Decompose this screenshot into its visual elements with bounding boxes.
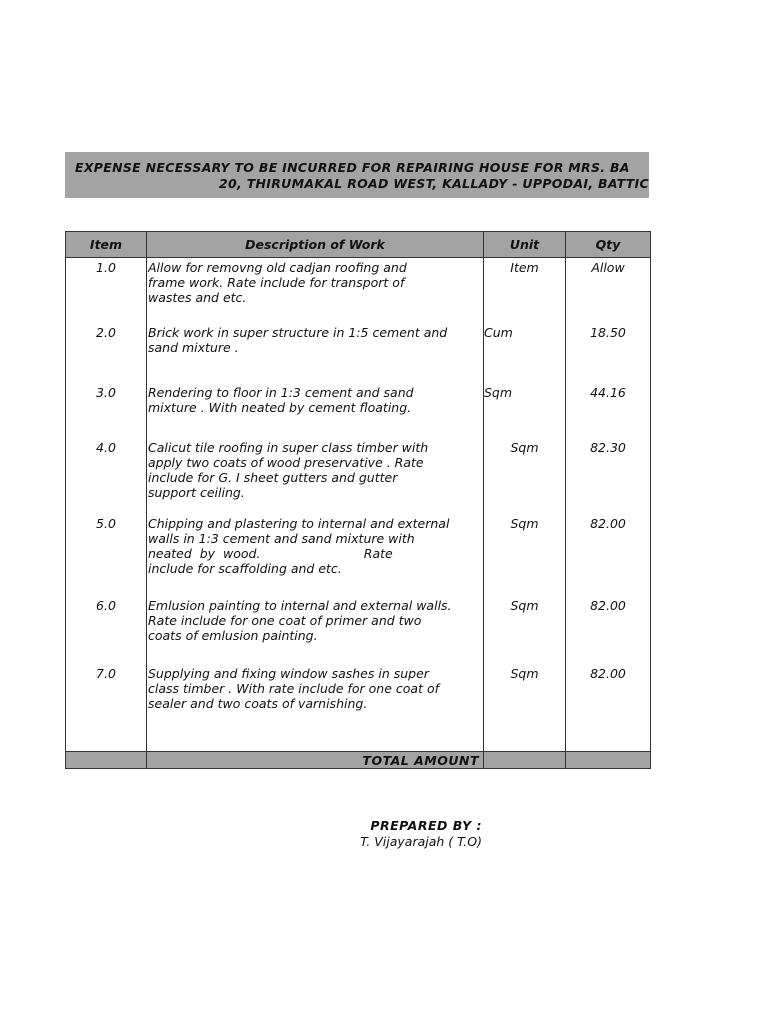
prepared-by-label: PREPARED BY :: [370, 818, 482, 833]
unit: Sqm: [484, 664, 566, 752]
description-line: wastes and etc.: [148, 290, 247, 305]
table-row: [66, 383, 651, 438]
work-description: [147, 664, 484, 752]
description-line: sand mixture .: [148, 339, 239, 355]
table-row: [66, 258, 651, 323]
work-description: [147, 596, 484, 664]
column-header-description: Description of Work: [147, 232, 484, 258]
quantity: 82.30: [566, 438, 651, 514]
total-cell-item: [66, 752, 147, 769]
description-line: Rate include for one coat of primer and two: [148, 612, 422, 628]
work-description: [147, 323, 484, 383]
total-amount-label: TOTAL AMOUNT: [147, 752, 484, 769]
total-row: [66, 752, 651, 769]
table-row: [66, 664, 651, 752]
work-description: [147, 514, 484, 596]
description-line: apply two coats of wood preservative . Rate: [148, 454, 424, 470]
estimate-table: [65, 231, 651, 769]
description-line: Allow for removng old cadjan roofing and: [148, 260, 407, 275]
item-number: 3.0: [66, 383, 147, 438]
unit: Sqm: [484, 514, 566, 596]
quantity: 82.00: [566, 664, 651, 752]
total-cell-unit: [484, 752, 566, 769]
description-line: support ceiling.: [148, 484, 245, 500]
table-row: [66, 514, 651, 596]
description-line: neated by wood. Rate: [148, 545, 393, 561]
description-line: Rendering to floor in 1:3 cement and sand: [148, 384, 414, 400]
quantity: 18.50: [566, 323, 651, 383]
work-description: [147, 438, 484, 514]
total-cell-qty: [566, 752, 651, 769]
item-number: 5.0: [66, 514, 147, 596]
quantity: 82.00: [566, 514, 651, 596]
unit: Cum: [484, 323, 566, 383]
title-line-2: 20, THIRUMAKAL ROAD WEST, KALLADY - UPPODAI, BATTIC: [219, 176, 649, 191]
description-line: coats of emlusion painting.: [148, 627, 318, 643]
description-line: Chipping and plastering to internal and external: [148, 515, 450, 531]
table-row: [66, 596, 651, 664]
description-line: Emlusion painting to internal and external walls.: [148, 597, 452, 613]
description-line: Calicut tile roofing in super class timber with: [148, 439, 429, 455]
description-line: walls in 1:3 cement and sand mixture with: [148, 530, 415, 546]
work-description: [147, 383, 484, 438]
unit: Item: [484, 258, 566, 323]
quantity: Allow: [566, 258, 651, 323]
column-header-qty: Qty: [566, 232, 651, 258]
column-header-item: Item: [66, 232, 147, 258]
table-header-row: [66, 232, 651, 258]
item-number: 4.0: [66, 438, 147, 514]
description-line: include for G. I sheet gutters and gutter: [148, 469, 398, 485]
table-row: [66, 323, 651, 383]
description-line: include for scaffolding and etc.: [148, 560, 342, 576]
description-line: sealer and two coats of varnishing.: [148, 695, 368, 711]
unit: Sqm: [484, 438, 566, 514]
unit: Sqm: [484, 383, 566, 438]
work-description: [147, 258, 484, 323]
preparer-name: T. Vijayarajah ( T.O): [360, 834, 482, 849]
quantity: 44.16: [566, 383, 651, 438]
item-number: 2.0: [66, 323, 147, 383]
description-line: Supplying and fixing window sashes in super: [148, 665, 429, 681]
description-line: frame work. Rate include for transport of: [148, 275, 405, 290]
description-line: mixture . With neated by cement floating.: [148, 399, 412, 415]
table-row: [66, 438, 651, 514]
description-line: class timber . With rate include for one coat of: [148, 680, 439, 696]
column-header-unit: Unit: [484, 232, 566, 258]
title-line-1: EXPENSE NECESSARY TO BE INCURRED FOR REPAIRING HOUSE FOR MRS. BA: [75, 160, 630, 175]
item-number: 1.0: [66, 258, 147, 323]
unit: Sqm: [484, 596, 566, 664]
description-line: Brick work in super structure in 1:5 cement and: [148, 324, 448, 340]
title-banner: [65, 152, 649, 198]
item-number: 7.0: [66, 664, 147, 752]
item-number: 6.0: [66, 596, 147, 664]
quantity: 82.00: [566, 596, 651, 664]
